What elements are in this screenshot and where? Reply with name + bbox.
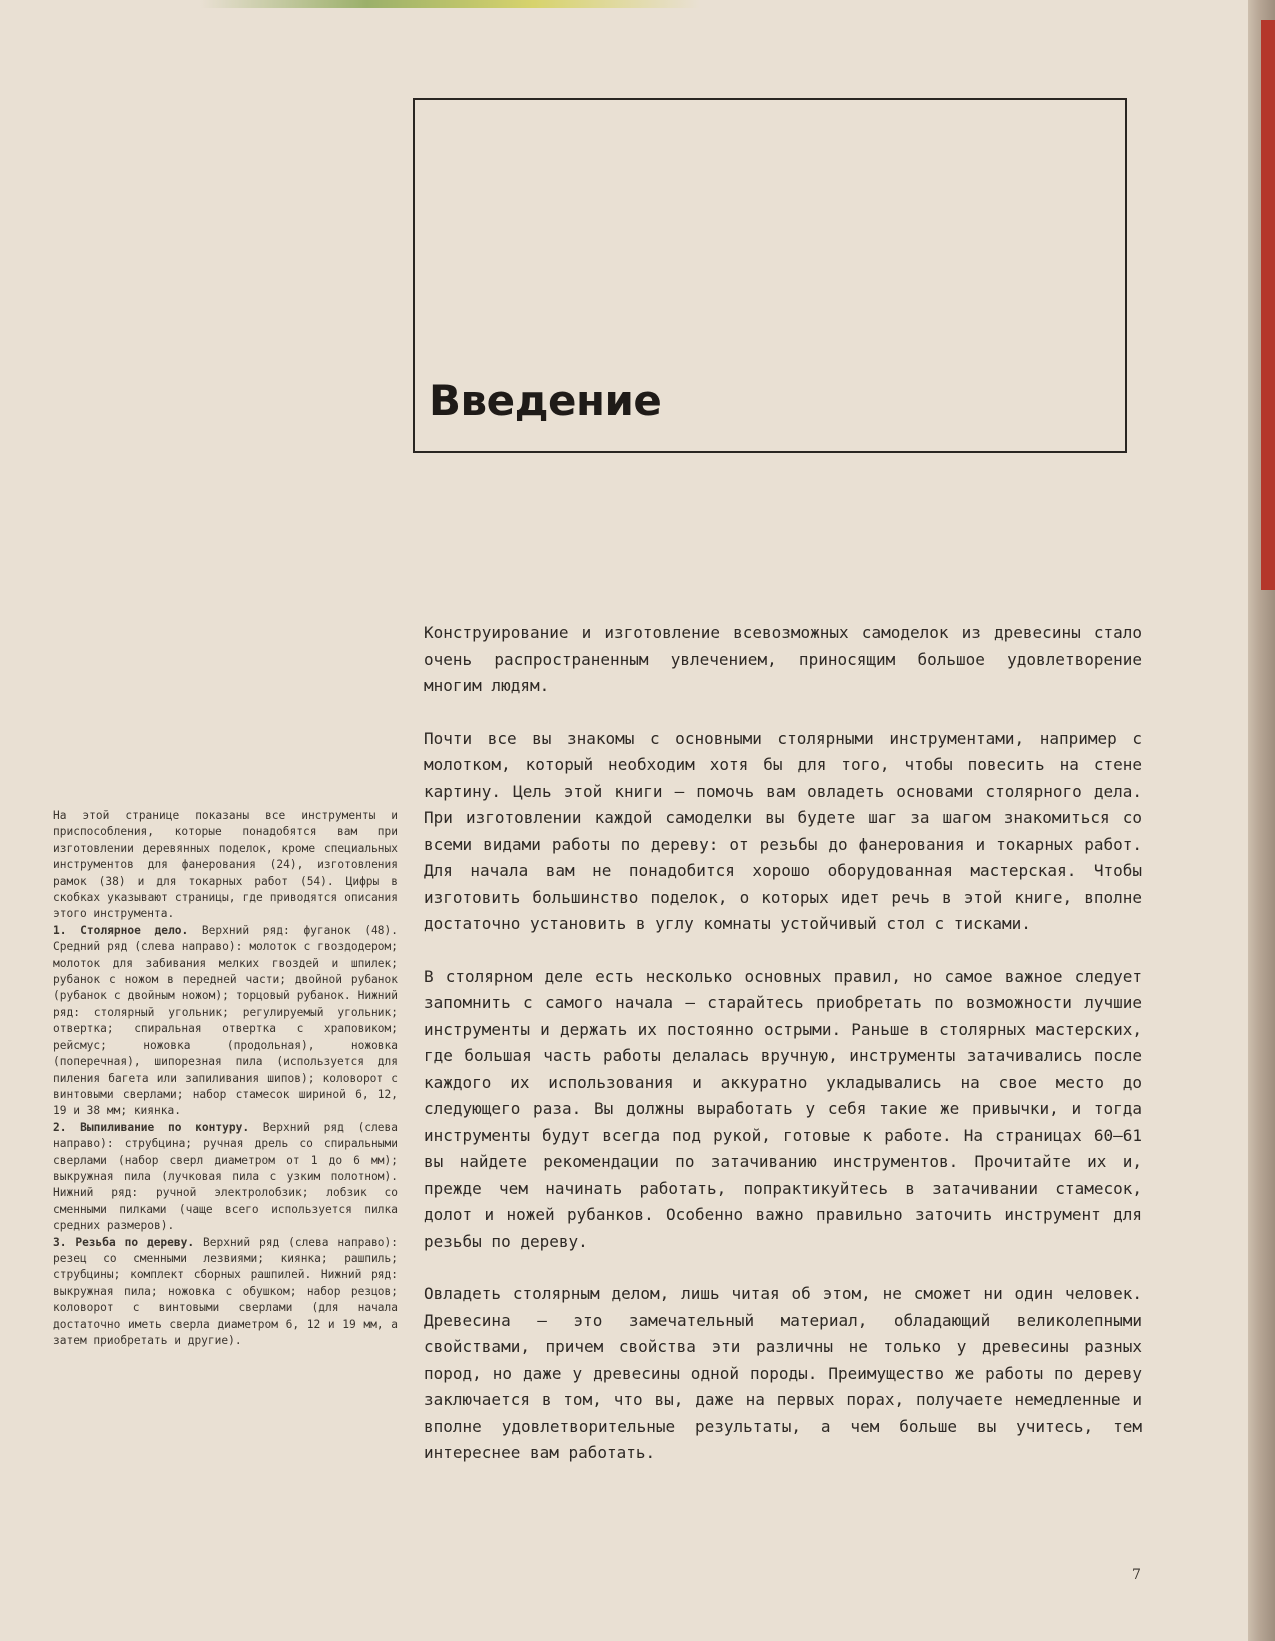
caption-section-2-text: Верхний ряд (слева направо): струбцина; ручная дрель со спиральными сверлами (набор сверл диаметром от 1 до 6 мм); выкружная пила (лучковая пила с узким полотном). Нижний ряд: ручной электролобзик; лобзик со сменными пилками (чаще всего используется пилка средних размеров). [53, 1120, 398, 1233]
main-text [424, 620, 1142, 1493]
paragraph-1: Конструирование и изготовление всевозможных самоделок из древесины стало очень распространенным увлечением, приносящим большое удовлетворение многим людям. [424, 623, 1142, 695]
caption-section-3 [53, 1235, 398, 1350]
page-edge-red-mark [1261, 20, 1275, 590]
caption-section-3-text: Верхний ряд (слева направо): резец со сменными лезвиями; киянка; рашпиль; струбцины; комплект сборных рашпилей. Нижний ряд: выкружная пила; ножовка с обушком; набор резцов; коловорот с винтовыми сверлами (для начала достаточно иметь сверла диаметром 6, 12 и 19 мм, а затем приобретать и другие). [53, 1235, 398, 1347]
page-number: 7 [1132, 1567, 1141, 1583]
caption-intro: На этой странице показаны все инструменты и приспособления, которые понадобятся вам при изготовлении деревянных поделок, кроме специальных инструментов для фанерования (24), изготовления рамок (38) и для токарных работ (54). Цифры в скобках указывают страницы, где приводятся описания этого инструмента. [53, 809, 398, 921]
caption-section-1 [53, 923, 398, 1120]
top-color-stripe [200, 0, 700, 8]
sidebar-caption [53, 808, 398, 1349]
caption-section-1-head: 1. Столярное дело. [53, 923, 189, 937]
caption-section-2-head: 2. Выпиливание по контуру. [53, 1120, 250, 1134]
caption-section-2 [53, 1120, 398, 1235]
page-title: Введение [429, 376, 662, 425]
paragraph-3: В столярном деле есть несколько основных правил, но самое важное следует запомнить с самого начала — старайтесь приобретать по возможности лучшие инструменты и держать их постоянно острыми. Раньше в столярных мастерских, где большая часть работы делалась вручную, инструменты затачивались после каждого их использования и аккуратно укладывались на свое место до следующего раза. Вы должны выработать у себя такие же привычки, и тогда инструменты будут всегда под рукой, готовые к работе. На страницах 60—61 вы найдете рекомендации по затачиванию инструментов. Прочитайте их и, прежде чем начинать работать, попрактикуйтесь в затачивании стамесок, долот и ножей рубанков. Особенно важно правильно заточить инструмент для резьбы по дереву. [424, 966, 1142, 1251]
title-frame [413, 98, 1127, 453]
caption-section-3-head: 3. Резьба по дереву. [53, 1235, 195, 1249]
paragraph-2: Почти все вы знакомы с основными столярными инструментами, например с молотком, который необходим хотя бы для того, чтобы повесить на стене картину. Цель этой книги — помочь вам овладеть основами столярного дела. При изготовлении каждой самоделки вы будете шаг за шагом знакомиться со всеми видами работы по дереву: от резьбы до фанерования и токарных работ. Для начала вам не понадобится хорошо оборудованная мастерская. Чтобы изготовить большинство поделок, о которых идет речь в этой книге, вполне достаточно установить в углу комнаты устойчивый стол с тисками. [424, 728, 1142, 933]
caption-section-1-text: Верхний ряд: фуганок (48). Средний ряд (слева направо): молоток с гвоздодером; молоток для забивания мелких гвоздей и шпилек; рубанок с ножом в передней части; двойной рубанок (рубанок с двойным ножом); торцовый рубанок. Нижний ряд: столярный угольник; регулируемый угольник; отвертка; спиральная отвертка с храповиком; рейсмус; ножовка (продольная), ножовка (поперечная), шипорезная пила (используется для пиления багета или запиливания шипов); коловорот с винтовыми сверлами; набор стамесок шириной 6, 12, 19 и 38 мм; киянка. [53, 923, 398, 1118]
paragraph-4: Овладеть столярным делом, лишь читая об этом, не сможет ни один человек. Древесина — это замечательный материал, обладающий великолепными свойствами, причем свойства эти различны не только у древесины разных пород, но даже у древесины одной породы. Преимущество же работы по дереву заключается в том, что вы, даже на первых порах, получаете немедленные и вполне удовлетворительные результаты, а чем больше вы учитесь, тем интереснее вам работать. [424, 1284, 1142, 1462]
